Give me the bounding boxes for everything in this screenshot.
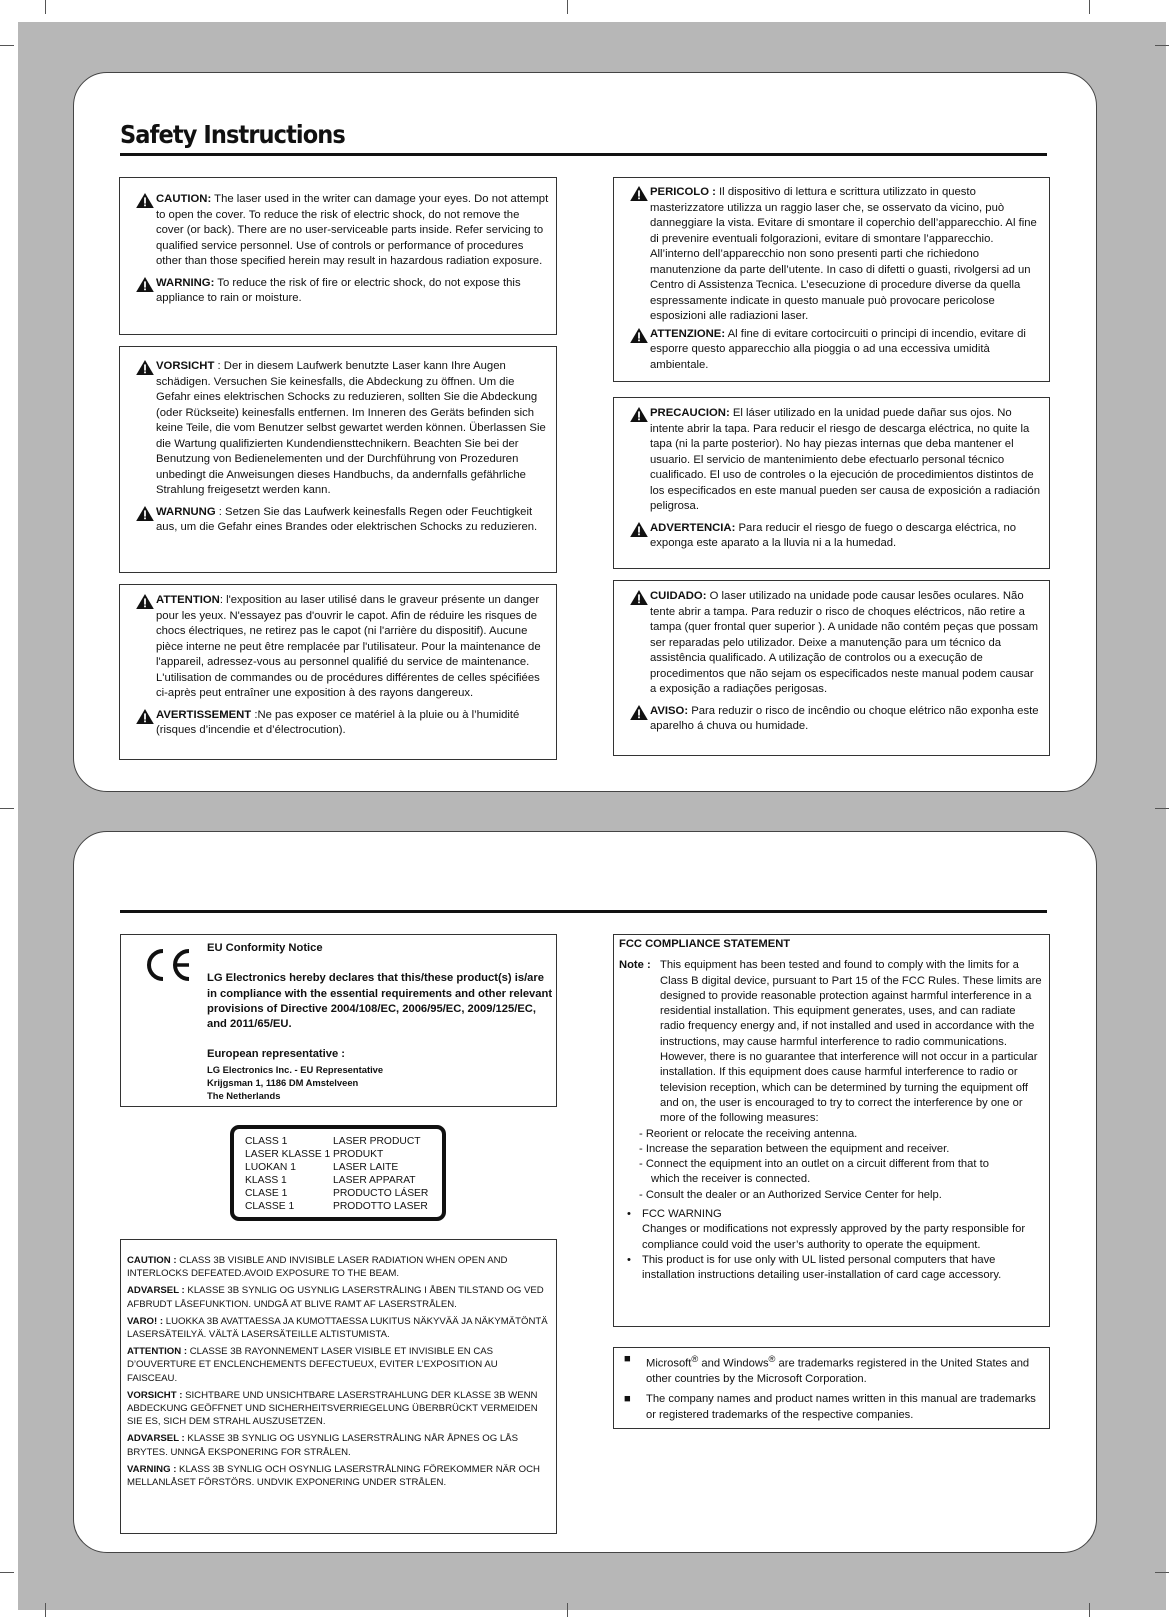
warning-label: ADVERTENCIA:: [650, 521, 736, 534]
trademark-text: are trademarks registered in the United States and other countries by the Microsoft Corporation.: [646, 1357, 1030, 1386]
caution-label: PRECAUCION:: [650, 407, 730, 419]
warning-text: Para reducir el riesgo de fuego o descarga eléctrica, no exponga este aparato a la lluvia ni a la humedad.: [650, 521, 1017, 549]
laser-row: [245, 1187, 442, 1200]
laser-product: LASER PRODUCT: [333, 1136, 421, 1147]
warning-item: [126, 276, 550, 307]
warning-text: : Setzen Sie das Laufwerk keinesfalls Regen oder Feuchtigkeit aus, um die Gefahr eines Brandes oder elektrischen Schocks zu reduzieren.: [156, 505, 538, 533]
caution-label: PERICOLO :: [650, 186, 716, 198]
fcc-heading: FCC COMPLIANCE STATEMENT: [619, 938, 791, 950]
laser-class: CLASS 1: [245, 1136, 288, 1147]
trademark-text: and Windows: [698, 1357, 769, 1370]
laser-caution-label: ATTENTION :: [127, 1346, 188, 1358]
fcc-bullet: [619, 1253, 1043, 1284]
warning-triangle-icon: [136, 360, 154, 375]
laser-caution-item: [127, 1463, 550, 1489]
laser-caution-text: KLASS 3B SYNLIG OCH OSYNLIG LASERSTRÅLNING FÖREKOMMER NÄR OCH MELLANLÅSET FÖRSTÖRS. UNDVIK EXPONERING UNDER STRÅLEN.: [127, 1463, 540, 1489]
eu-rep-line: The Netherlands: [207, 1089, 281, 1101]
laser-product: LASER APPARAT: [333, 1175, 416, 1186]
eu-rep-line: LG Electronics Inc. - EU Representative: [207, 1063, 384, 1075]
warning-triangle-icon: [630, 407, 648, 422]
laser-caution-item: [127, 1345, 550, 1385]
fcc-note: [619, 958, 1043, 1126]
laser-caution-item: [127, 1315, 550, 1341]
warning-triangle-icon: [136, 506, 154, 521]
laser-caution-text: KLASSE 3B SYNLIG OG USYNLIG LASERSTRÅLING NÅR ÅPNES OG LÅS BRYTES. UNNGÅ EKSPONERING FOR STRÅLEN.: [127, 1433, 518, 1458]
warning-box-es: [613, 397, 1050, 569]
caution-item: [126, 593, 550, 702]
laser-caution-label: VORSICHT :: [127, 1389, 183, 1401]
crop-mark: [1155, 1572, 1169, 1573]
warning-box-en: [119, 177, 557, 335]
eu-text: [207, 941, 553, 1102]
warning-label: AVISO:: [650, 704, 689, 717]
warning-item: [620, 327, 1043, 374]
laser-row: [245, 1174, 442, 1187]
crop-mark: [45, 1603, 46, 1617]
laser-caution-label: ADVARSEL :: [127, 1433, 185, 1445]
crop-mark: [1089, 1603, 1090, 1617]
warning-triangle-icon: [630, 186, 648, 201]
warning-triangle-icon: [136, 594, 154, 609]
warning-text: Al fine di evitare cortocircuiti o principi di incendio, evitare di esporre questo apparecchio alla pioggia o ad una eccessiva umidità ambientale.: [650, 327, 1026, 371]
laser-caution-item: [127, 1254, 550, 1280]
fcc-bullet-title: FCC WARNING: [642, 1208, 722, 1221]
registered-mark: ®: [691, 1354, 699, 1364]
bullet-icon: •: [627, 1208, 631, 1221]
trademarks-box: [613, 1347, 1050, 1429]
crop-mark: [45, 0, 46, 14]
trademark-text: The company names and product names written in this manual are trademarks or registered trademarks of the respective companies.: [646, 1393, 1036, 1421]
eu-rep-heading: European representative :: [207, 1048, 346, 1061]
crop-mark: [0, 808, 14, 809]
warning-item: [126, 505, 550, 536]
trademark-item: [622, 1352, 1043, 1387]
laser-row: [245, 1135, 442, 1148]
crop-mark: [1089, 0, 1090, 14]
caution-text: Il dispositivo di lettura e scrittura utilizzato in questo masterizzatore utilizza un raggio laser che, se osservato da vicino, può danneggiare la vista. Evitare di smontare il coperchio dell’apparecchio. Al fine di prevenire eventuali folgorazioni, evitare di smontare l’apparecchio. All’interno dell’apparecchio non sono presenti parti che richiedono manutenzione da parte dell’utente. In caso di difetti o guasti, rivolgersi ad un Centro di Assistenza Tecnica. L’esecuzione di procedure diverse da quella espressamente indicate in questo manuale può provocare pericolose esposizioni alle radiazioni laser.: [650, 186, 1037, 322]
eu-rep-line: Krijgsman 1, 1186 DM Amstelveen: [207, 1076, 359, 1088]
laser-row: [245, 1148, 442, 1161]
laser-product: LASER LAITE: [333, 1162, 399, 1173]
square-bullet-icon: ■: [624, 1393, 631, 1406]
laser-caution-text: LUOKKA 3B AVATTAESSA JA KUMOTTAESSA LUKITUS NÄKYVÄÄ JA NÄKYMÄTÖNTÄ LASERSÄTEILYÄ. VÄLTÄ LASERSÄTEILLE ALTISTUMISTA.: [127, 1315, 548, 1341]
laser-class: CLASE 1: [245, 1188, 288, 1199]
caution-text: : Der in diesem Laufwerk benutzte Laser kann Ihre Augen schädigen. Versuchen Sie keinesfalls, die Abdeckung zu öffnen. Um die Gefahr eines elektrischen Schocks zu reduzieren, sollten Sie die Abdeckung (oder Rückseite) keinesfalls entfernen. Im Inneren des Geräts befinden sich keine Teile, die vom Benutzer selbst gewartet werden können. Überlassen Sie die Wartung qualifizierten Kundendiensttechnikern. Beachten Sie bei der Benutzung von Bedienelementen und der Durchführung von Prozeduren unbedingt die Anweisungen dieses Handbuchs, da andernfalls gefährliche Strahlung freigesetzt werden kann.: [156, 360, 546, 496]
laser-product: PRODUCTO LÁSER: [333, 1188, 429, 1199]
warning-box-it: [613, 177, 1050, 382]
caution-item: [126, 192, 550, 270]
warning-triangle-icon: [136, 709, 154, 724]
warning-label: ATTENZIONE:: [650, 327, 726, 340]
warning-triangle-icon: [630, 522, 648, 537]
caution-text: The laser used in the writer can damage your eyes. Do not attempt to open the cover. To reduce the risk of electric shock, do not remove the cover (or back). There are no user-serviceable parts inside. Refer servicing to qualified service personnel. Use of controls or performance of procedures other than those specified herein may result in hazardous radiation exposure.: [156, 193, 549, 267]
laser-class: LUOKAN 1: [245, 1162, 296, 1173]
laser-class: LASER KLASSE 1: [245, 1149, 331, 1160]
laser-caution-item: [127, 1389, 550, 1429]
caution-text: : l'exposition au laser utilisé dans le graveur présente un danger pour les yeux. N'essayez pas d'ouvrir le capot. Afin de réduire les risques de chocs électriques, ne retirez pas le capot (ni l'arrière du dispositif). Aucune pièce interne ne peut être remplacée par l'utilisateur. Pour la maintenance de l'appareil, adressez-vous au personnel qualifié du service de maintenance. L'utilisation de commandes ou de procédures différentes de celles spécifiées ci-après peut entraîner une exposition à des rayons dangereux.: [156, 594, 541, 699]
laser-caution-text: SICHTBARE UND UNSICHTBARE LASERSTRAHLUNG DER KLASSE 3B WENN ABDECKUNG GEÖFFNET UND SICHERHEITSVERRIEGELUNG ÜBERBRÜCKT VERMEIDEN SIE ES, SICH DEM STRAHL AUSZUSETZEN.: [127, 1389, 538, 1428]
laser-row: [245, 1161, 442, 1174]
warning-item: [620, 704, 1043, 735]
warning-label: AVERTISSEMENT: [156, 708, 252, 721]
warning-box-fr: [119, 584, 557, 760]
warning-box-de: [119, 346, 557, 573]
warning-text: To reduce the risk of fire or electric shock, do not expose this appliance to rain or moisture.: [156, 276, 521, 304]
crop-mark: [0, 45, 14, 46]
fcc-measure: - Reorient or relocate the receiving antenna.: [639, 1127, 858, 1140]
ce-mark-icon: [141, 945, 197, 985]
caution-label: ATTENTION: [156, 594, 220, 606]
page-title: Safety Instructions: [120, 120, 345, 149]
title-rule: [120, 153, 1047, 156]
laser-caution-label: ADVARSEL :: [127, 1285, 185, 1297]
laser-caution-item: [127, 1432, 550, 1458]
warning-item: [620, 521, 1043, 552]
laser-caution-text: CLASS 3B VISIBLE AND INVISIBLE LASER RADIATION WHEN OPEN AND INTERLOCKS DEFEATED.AVOID EXPOSURE TO THE BEAM.: [127, 1255, 508, 1280]
laser-product: PRODOTTO LASER: [333, 1201, 428, 1212]
warning-triangle-icon: [136, 193, 154, 208]
warning-text: Para reduzir o risco de incêndio ou choque elétrico não exponha este aparelho á chuva ou humidade.: [650, 704, 1039, 732]
fcc-measure: which the receiver is connected.: [651, 1173, 811, 1186]
trademark-item: [622, 1392, 1043, 1423]
warning-item: [126, 708, 550, 739]
fcc-note-text: This equipment has been tested and found to comply with the limits for a Class B digital device, pursuant to Part 15 of the FCC Rules. These limits are designed to provide reasonable protection against harmful interference in a residential installation. This equipment generates, uses, and can radiate radio frequency energy and, if not installed and used in accordance with the instructions, may cause harmful interference to radio communications. However, there is no guarantee that interference will not occur in a particular installation. If this equipment does cause harmful interference to radio or television reception, which can be determined by turning the equipment off and on, the user is encouraged to try to correct the interference by one or more of the following measures:: [660, 959, 1042, 1125]
square-bullet-icon: ■: [624, 1353, 631, 1365]
warning-label: WARNUNG: [156, 505, 216, 518]
crop-mark: [1155, 808, 1169, 809]
laser-caution-label: VARO! :: [127, 1315, 164, 1327]
caution-text: O laser utilizado na unidade pode causar lesões oculares. Não tente abrir a tampa. Para reduzir o risco de choques eléctricos, não retire a tampa (quer frontal quer superior ). A unidade não contém peças que possam ser reparadas pelo utilizador. Deixe a manutenção para um técnico da assistência qualificado. A utilização de controlos ou a execução de procedimentos que não sejam os especificados neste manual podem causar a exposição a radiações perigosas.: [650, 590, 1039, 695]
warning-label: WARNING:: [156, 276, 215, 289]
warning-triangle-icon: [630, 705, 648, 720]
fcc-note-label: Note :: [619, 959, 651, 972]
warning-box-pt: [613, 580, 1050, 756]
laser-class-label: [230, 1125, 446, 1221]
laser-caution-box: [120, 1239, 557, 1534]
caution-label: CAUTION:: [156, 193, 212, 205]
warning-triangle-icon: [630, 328, 648, 343]
caution-label: CUIDADO:: [650, 590, 707, 602]
bullet-icon: •: [627, 1253, 631, 1266]
warning-text: :Ne pas exposer ce matériel à la pluie ou à l’humidité (risques d’incendie et d’électrocution).: [156, 708, 520, 736]
caution-text: El láser utilizado en la unidad puede dañar sus ojos. No intente abrir la tapa. Para reducir el riesgo de descarga eléctrica, no quite la tapa (ni la parte posterior). No hay piezas internas que deba mantener el usuario. El servicio de mantenimiento debe efectuarlo personal técnico cualificado. El uso de controles o la ejecución de procedimientos distintos de los especificados en este manual pueden ser causa de exposición a radiación peligrosa.: [650, 407, 1040, 512]
laser-caution-text: KLASSE 3B SYNLIG OG USYNLIG LASERSTRÅLING I ÅBEN TILSTAND OG VED AFBRUDT LÅSEFUNKTION. UNDGÅ AT BLIVE RAMT AF LASERSTRÅLEN.: [127, 1285, 544, 1310]
fcc-bullet-text: This product is for use only with UL listed personal computers that have installation instructions detailing user-installation of card cage accessory.: [642, 1253, 1002, 1282]
laser-row: [245, 1200, 442, 1213]
laser-caution-text: CLASSE 3B RAYONNEMENT LASER VISIBLE ET INVISIBLE EN CAS D’OUVERTURE ET ENCLENCHEMENTS DEFECTUEUX, EVITER L’EXPOSITION AU FAISCEAU.: [127, 1346, 498, 1384]
laser-caution-label: VARNING :: [127, 1463, 177, 1475]
crop-mark: [0, 1572, 14, 1573]
crop-mark: [567, 1603, 568, 1617]
eu-declaration: LG Electronics hereby declares that this/these product(s) is/are in compliance with the essential requirements and other relevant provisions of Directive 2004/108/EC, 2006/95/EC, 2009/125/EC, and 2011/65/EU.: [207, 972, 553, 1031]
fcc-measure: - Consult the dealer or an Authorized Service Center for help.: [639, 1188, 942, 1201]
caution-item: [126, 359, 550, 499]
caution-item: [620, 589, 1043, 698]
crop-mark: [1155, 45, 1169, 46]
fcc-bullet-text: Changes or modifications not expressly approved by the party responsible for compliance could void the user’s authority to operate the equipment.: [642, 1223, 1026, 1251]
caution-item: [620, 185, 1043, 325]
eu-conformity-box: [120, 934, 557, 1107]
laser-caution-label: CAUTION :: [127, 1255, 177, 1266]
caution-item: [620, 406, 1043, 515]
laser-class: CLASSE 1: [245, 1201, 295, 1212]
laser-caution-item: [127, 1284, 550, 1310]
fcc-box: [613, 934, 1050, 1327]
caution-label: VORSICHT: [156, 360, 215, 372]
warning-triangle-icon: [136, 277, 154, 292]
fcc-measure: - Increase the separation between the equipment and receiver.: [639, 1142, 950, 1155]
fcc-bullet: [619, 1207, 1043, 1253]
warning-triangle-icon: [630, 590, 648, 605]
eu-heading: EU Conformity Notice: [207, 942, 323, 954]
crop-mark: [567, 0, 568, 14]
trademark-text: Microsoft: [646, 1357, 692, 1370]
laser-product: PRODUKT: [333, 1149, 384, 1160]
laser-class: KLASS 1: [245, 1175, 287, 1186]
fcc-measure: - Connect the equipment into an outlet on a circuit different from that to: [639, 1158, 989, 1171]
section-rule: [120, 910, 1047, 913]
registered-mark: ®: [768, 1354, 776, 1364]
